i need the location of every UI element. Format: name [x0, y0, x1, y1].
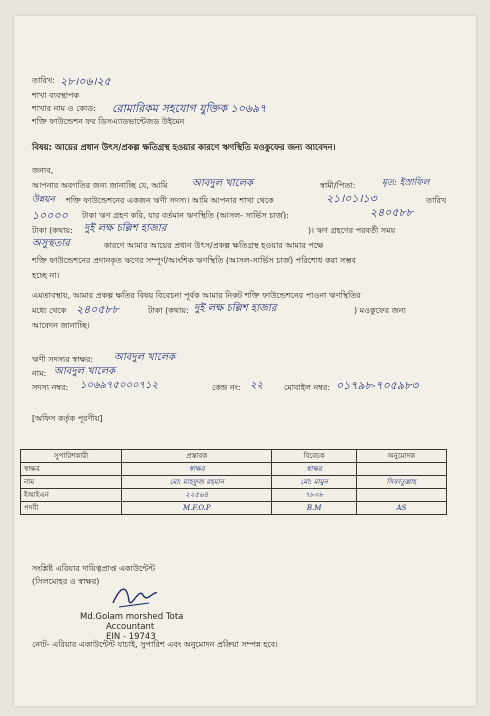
table-row [21, 463, 447, 476]
body-text: শক্তি ফাউন্ডেশনের প্রদানকৃত ঋণের সম্পূর্ণ/আংশিক ঋণস্থিতি (আসল-সার্ভিস চার্জ) পরিশোধ করা সম্ভব [32, 256, 356, 265]
table-row [21, 502, 447, 515]
row-label: স্বাক্ষর [21, 463, 122, 476]
body-text: টাকা ঋণ গ্রহণ করি, যার বর্তমান ঋণস্থিতি (আসল- সার্ভিস চার্জ): [82, 211, 289, 220]
row-label: ইআইএন [21, 489, 122, 502]
member-name-label: নাম: [32, 369, 47, 378]
stamp-ein: EIN - 19743 [106, 632, 156, 642]
body-text: আপনার অবগতির জন্য জানাচ্ছি যে, আমি [32, 181, 168, 190]
date-value: ২৮।০৬।২৫ [60, 75, 111, 88]
table-cell: M.F.O.P [122, 502, 272, 515]
body-text: স্বামী/পিতা: [320, 181, 356, 190]
table-row [21, 489, 447, 502]
mobile-number: ০১৭৯৮-৭০৫৯৮৩ [336, 379, 419, 392]
body-text: হচ্ছে না। [32, 271, 60, 280]
table-cell: স্বাক্ষর [272, 463, 356, 476]
due-amount: ২৪০৫৮৮ [370, 206, 413, 219]
loan-amount: ১০০০০ [32, 209, 68, 222]
waiver-amount-words: দুই লক্ষ চল্লিশ হাজার [194, 303, 277, 314]
table-cell [356, 489, 446, 502]
org-prefix: উন্নয়ন [32, 195, 55, 205]
table-cell: মো: মামুন [272, 476, 356, 489]
member-name: আবদুল খালেক [54, 366, 116, 377]
body-text: )। ঋণ গ্রহণের পরবর্তী সময় [308, 226, 396, 235]
date-label: তারিখ: [32, 76, 55, 85]
center-label: কেন্দ্র নং: [212, 383, 241, 392]
loss-reason: অসুস্থতার [32, 238, 70, 249]
office-section-label: [অফিস কর্তৃক পূরণীয়] [32, 414, 103, 423]
to-line: শাখা ব্যবস্থাপক [32, 91, 80, 100]
body-text: শক্তি ফাউন্ডেশনের একজন ঋণী সদস্য। আমি আপনার শাখা থেকে [66, 196, 274, 205]
table-header-cell: প্রস্তাবক [122, 450, 272, 463]
father-name: মৃত: ইস্রাফিল [382, 178, 430, 188]
member-signature: আবদুল খালেক [114, 352, 176, 363]
office-table [20, 449, 447, 515]
table-header-cell: অনুমোদক [356, 450, 446, 463]
table-header-cell: সুপারিশকারী [21, 450, 122, 463]
center-number: ২২ [250, 380, 264, 391]
stamp-title: Accountant [106, 622, 155, 632]
table-cell [356, 463, 446, 476]
table-header-cell: বিবেচক [272, 450, 356, 463]
salutation: জনাব, [32, 166, 54, 175]
member-signature-label: ঋণী সদস্যর স্বাক্ষর: [32, 355, 94, 364]
body-text: আবেদন জানাচ্ছি। [32, 321, 90, 330]
member-id-label: সদস্য নম্বর: [32, 383, 69, 392]
branch-value: রোমারিকম সহযোগ যুক্তিক ১০৬৯৭ [112, 102, 267, 115]
waiver-amount: ২৪০৫৮৮ [76, 303, 119, 316]
subject-line: বিষয়: আয়ের প্রধান উৎস/প্রকল্প ক্ষতিগ্রস্থ হওয়ার কারণে ঋণস্থিতি মওকুফের জন্য আবেদন। [32, 142, 336, 152]
table-row [21, 476, 447, 489]
table-cell: সিফাতুল্লাহ [356, 476, 446, 489]
accountant-title: সংশ্লিষ্ট এরিয়ার দায়িত্বপ্রাপ্ত একাউন্টেন্ট [32, 564, 155, 573]
stamp-name: Md.Golam morshed Tota [80, 612, 184, 622]
table-cell: ২২৫৬৪ [122, 489, 272, 502]
body-text: ) মওকুফের জন্য [354, 306, 406, 315]
body-text: টাকা (কথায়: [32, 226, 73, 235]
table-cell: মো: মাহফুজ রহমান [122, 476, 272, 489]
footnote: নোট- এরিয়ার একাউন্টেন্ট যাচাই, সুপারিশ এবং অনুমোদন প্রক্রিয়া সম্পন্ন হবে। [32, 640, 278, 649]
row-label: নাম [21, 476, 122, 489]
branch-label: শাখার নাম ও কোড: [32, 104, 96, 113]
body-text: মধ্যে থেকে [32, 306, 67, 315]
org-line: শক্তি ফাউন্ডেশন ফর ডিসএ্যাডভান্টেজড উইমেন [32, 117, 185, 126]
table-header-row [21, 450, 447, 463]
body-text: এমতাবস্থায়, আমার প্রকল্প ক্ষতির বিষয় বিবেচনা পূর্বক আমার নিকট শক্তি ফাউন্ডেশনের পাওনা ঋণস্থিতির [32, 291, 361, 300]
mobile-label: মোবাইল নম্বর: [284, 383, 331, 392]
application-form [14, 16, 476, 706]
due-amount-words: দুই লক্ষ চল্লিশ হাজার [84, 223, 167, 234]
body-text: কারণে আমার আয়ের প্রধান উৎস/প্রকল্প ক্ষতিগ্রস্থ হওয়ার আমার পক্ষে [104, 241, 324, 250]
body-text: তারিখ [426, 196, 447, 205]
loan-date: ২১।০১।১৩ [326, 192, 377, 205]
body-text: টাকা (কথায়: [148, 306, 189, 315]
table-cell: স্বাক্ষর [122, 463, 272, 476]
row-label: পদবী [21, 502, 122, 515]
table-cell: B.M [272, 502, 356, 515]
member-id: ১০৬৯৭৫০০০৭১২ [80, 380, 158, 391]
table-cell: AS [356, 502, 446, 515]
table-cell: ৭৮০৮ [272, 489, 356, 502]
accountant-signature [109, 581, 159, 611]
applicant-name: আবদুল খালেক [192, 178, 254, 189]
accountant-seal-note: (সিলমোহর ও স্বাক্ষর) [32, 577, 100, 586]
